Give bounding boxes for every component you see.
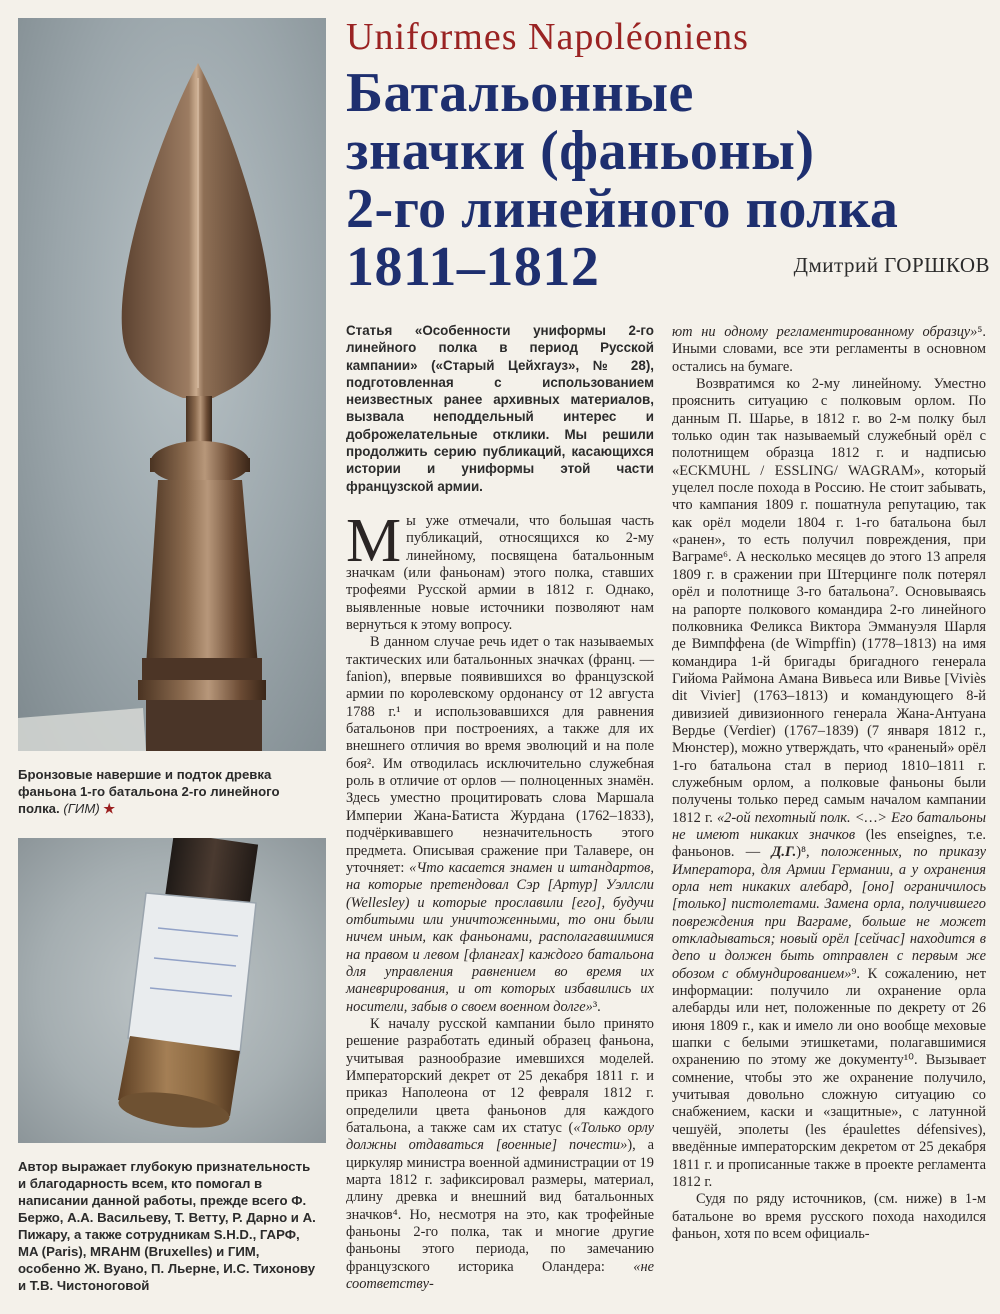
quote-text: «Только орлу должны отдаваться [военные] почести» <box>346 1120 654 1154</box>
lead-paragraph: Статья «Особенности униформы 2-го линейного полка в период Русской кампании» («Старый Цейхгауз», № 28), подготовленная с использованием неизвестных ранее архивных материалов, вызвала неподдельный интерес и доброжелательные отклики. Мы решили продолжить серию публикаций, касающихся истории и униформы этой части французской армии. <box>346 323 654 494</box>
paragraph-text: В данном случае речь идет о так называемых тактических или батальонных значках (франц. — fanion), впервые появившихся во французской армии по королевскому ордонансу от 12 августа 1788 г.¹ и использовавшихся для равнения батальонов при построениях, а также для их внешнего отличия во время эволюций и на поле боя². Им отводилась исключительно служебная роль в отличие от орлов — полноценных знамён. Здесь уместно процитировать слова Маршала Империи Жана-Батиста Журдана (1762–1833), подчёркивавшего незначительность этого предмета. Описывая сражение при Талавере, он уточняет: <box>346 634 654 876</box>
text-column-right <box>672 324 986 1243</box>
title-line: 2-го линейного полка <box>346 178 899 240</box>
body-paragraph <box>346 506 654 634</box>
paragraph-text: Возвратимся ко 2-му линейному. Уместно прояснить ситуацию с полковым орлом. По данным П. Шарье, в 1812 г. во 2-м полку был только один так называемый служебный орёл с полотнищем образца 1812 г. и надписью «ECKMUHL / ESSLING/ WAGRAM», который уцелел после похода в Россию. Не стоит забывать, что кампания 1809 г. пошатнула репутацию, так как орёл модели 1804 г. 1-го батальона был «ранен», то есть получил повреждения, при Ваграме⁶. А несколько месяцев до этого 13 апреля 1809 г. в сражении при Штерцинге полк потерял орёл и полотнище 3-го батальона⁷. Основываясь на рапорте полкового командира 2-го линейного полковника Феликса Виктора Эммануэля Шарля де Вимпффена (de Wimpffin) (1778–1813) на имя командира 1-й бригады бригадного генерала Гийома Раймона Амана Вивьеса или Вивье [Viviès dit Vivier] (1763–1813) и командующего 8-й дивизией дивизионного генерала Жана-Антуана Вердье (Verdier) (1767–1839) (7 января 1812 г., Мюнстер), можно утверждать, что «раненый» орёл 1-го батальона стал в период 1810–1811 г. служебным орлом, а полковые фаньоны были получены только перед самым началом кампании 1812 г. <box>672 376 986 826</box>
quote-text: «не соответству- <box>346 1258 654 1293</box>
title-line: 1811–1812 <box>346 236 600 298</box>
butt-cap-image <box>18 838 326 1143</box>
paragraph-text: ⁹. К сожалению, нет информации: получило ли охранение орла алебарды или нет, положенные по декрету от 26 июня 1809 г., как и имело ли оно вообще меховые шапки с белыми этишкетами, полагавшимися охранению по этому же документу¹⁰. Вызывает сомнение, чтобы это же охранение получило, учитывая довольно сложную ситуацию со снабжением, каски и «защитные», с латунной чешуёй, эполеты (les épaulettes défensives), введённые императорским декретом от 25 декабря 1811 г. и прописанные также в проекте регламента 1812 г. <box>672 965 986 1190</box>
paragraph-text: ы уже отмечали, что большая часть публикаций, относящихся ко 2-му линейному, посвящена батальонным значкам (или фаньонам) этого полка, ставших трофеями Русской армии в 1812 г. Однако, выявленные новые источники позволяют нам вернуться к этому вопросу. <box>346 512 654 634</box>
quote-text: ют ни одному регламентированному образцу» <box>672 324 978 340</box>
body-paragraph <box>346 1016 654 1294</box>
series-kicker: Uniformes Napoléoniens <box>346 16 749 58</box>
body-paragraph <box>672 376 986 1191</box>
paragraph-text: К началу русской кампании было принято решение разработать единый образец фаньона, учитывая разнообразие имевшихся моделей. Императорский декрет от 25 декабря 1811 г. и приказ Наполеона от 12 февраля 1812 г. определили цвета фаньонов для каждого батальона, а также сам их статус ( <box>346 1015 654 1136</box>
quote-text: положенных, по приказу Императора, для Армии Германии, а у охранения орла нет никаких алебард, [оно] ограничилось [только] пистолетами. Замена орла, получившего повреждения при Ваграме, больше не может откладываться; новый орёл [сейчас] находится в депо и должен быть отправлен с первым же обозом с обмундированием» <box>672 844 987 982</box>
paragraph-text: ), а циркуляр министра военной администрации от 19 марта 1812 г. зафиксировал размеры, материал, длину древка и внешний вид батальонных значков⁴. Но, несмотря на это, как трофейные фаньоны 2-го полка, так и многие другие фаньоны этого периода, по замечанию французского историка Оландера: <box>346 1137 654 1275</box>
paragraph-text: )⁸, <box>796 844 821 861</box>
paragraph-text: (les enseignes, т.е. фаньонов. — <box>672 826 986 861</box>
quote-text: «2-ой пехотный полк. <…> Его батальоны не имеют никаких значков <box>672 809 986 843</box>
acknowledgements: Автор выражает глубокую признательность и благодарность всем, кто помогал в написании данной работы, прежде всего Ф. Бержо, А.А. Васильеву, Т. Ветту, Р. Дарно и А. Пижару, а также сотрудникам S.H.D., ГАРФ, MA (Paris), MRAHM (Bruxelles) и ГИМ, особенно Ж. Вуано, П. Льерне, И.С. Тихонову и Т.В. Чистоноговой <box>18 1159 316 1293</box>
star-icon: ★ <box>103 801 116 816</box>
text-column-left <box>346 322 654 1293</box>
body-paragraph: Судя по ряду источников, (см. ниже) в 1-м батальоне во время русского похода находился фаньон, хотя по всем официаль- <box>672 1191 986 1242</box>
author-byline: Дмитрий ГОРШКОВ <box>793 253 990 277</box>
finial-photo <box>18 18 326 751</box>
caption-source: (ГИМ) <box>63 801 100 816</box>
paragraph-text: ⁵. Иными словами, все эти регламенты в основном остались на бумаге. <box>672 324 986 375</box>
finial-caption <box>18 766 318 817</box>
caption-text: Бронзовые навершие и подток древка фаньона 1-го батальона 2-го линейного полка. <box>18 767 280 816</box>
footnote-ref: ³. <box>592 998 601 1015</box>
body-paragraph <box>346 634 654 1016</box>
title-line: значки (фаньоны) <box>346 120 815 182</box>
quote-text: «Что касается знамен и штандартов, на которые претендовал Сэр [Артур] Уэллсли (Wellesley) и которые прославили [его], будучи отбитыми или уничтоженными, то они были ничем иным, как фаньонами, располагавшимися на правом и левом [флангах] каждого батальона для управления равнением во время их маневрирования, и от которых избавились их носители, забыв о своем военном долге» <box>346 859 654 1015</box>
body-paragraph <box>672 324 986 376</box>
title-line: Батальонные <box>346 62 694 124</box>
drop-cap: М <box>346 506 402 575</box>
author-initials: Д.Г. <box>771 844 797 861</box>
butt-cap-photo <box>18 838 326 1143</box>
spear-finial-image <box>18 18 326 751</box>
